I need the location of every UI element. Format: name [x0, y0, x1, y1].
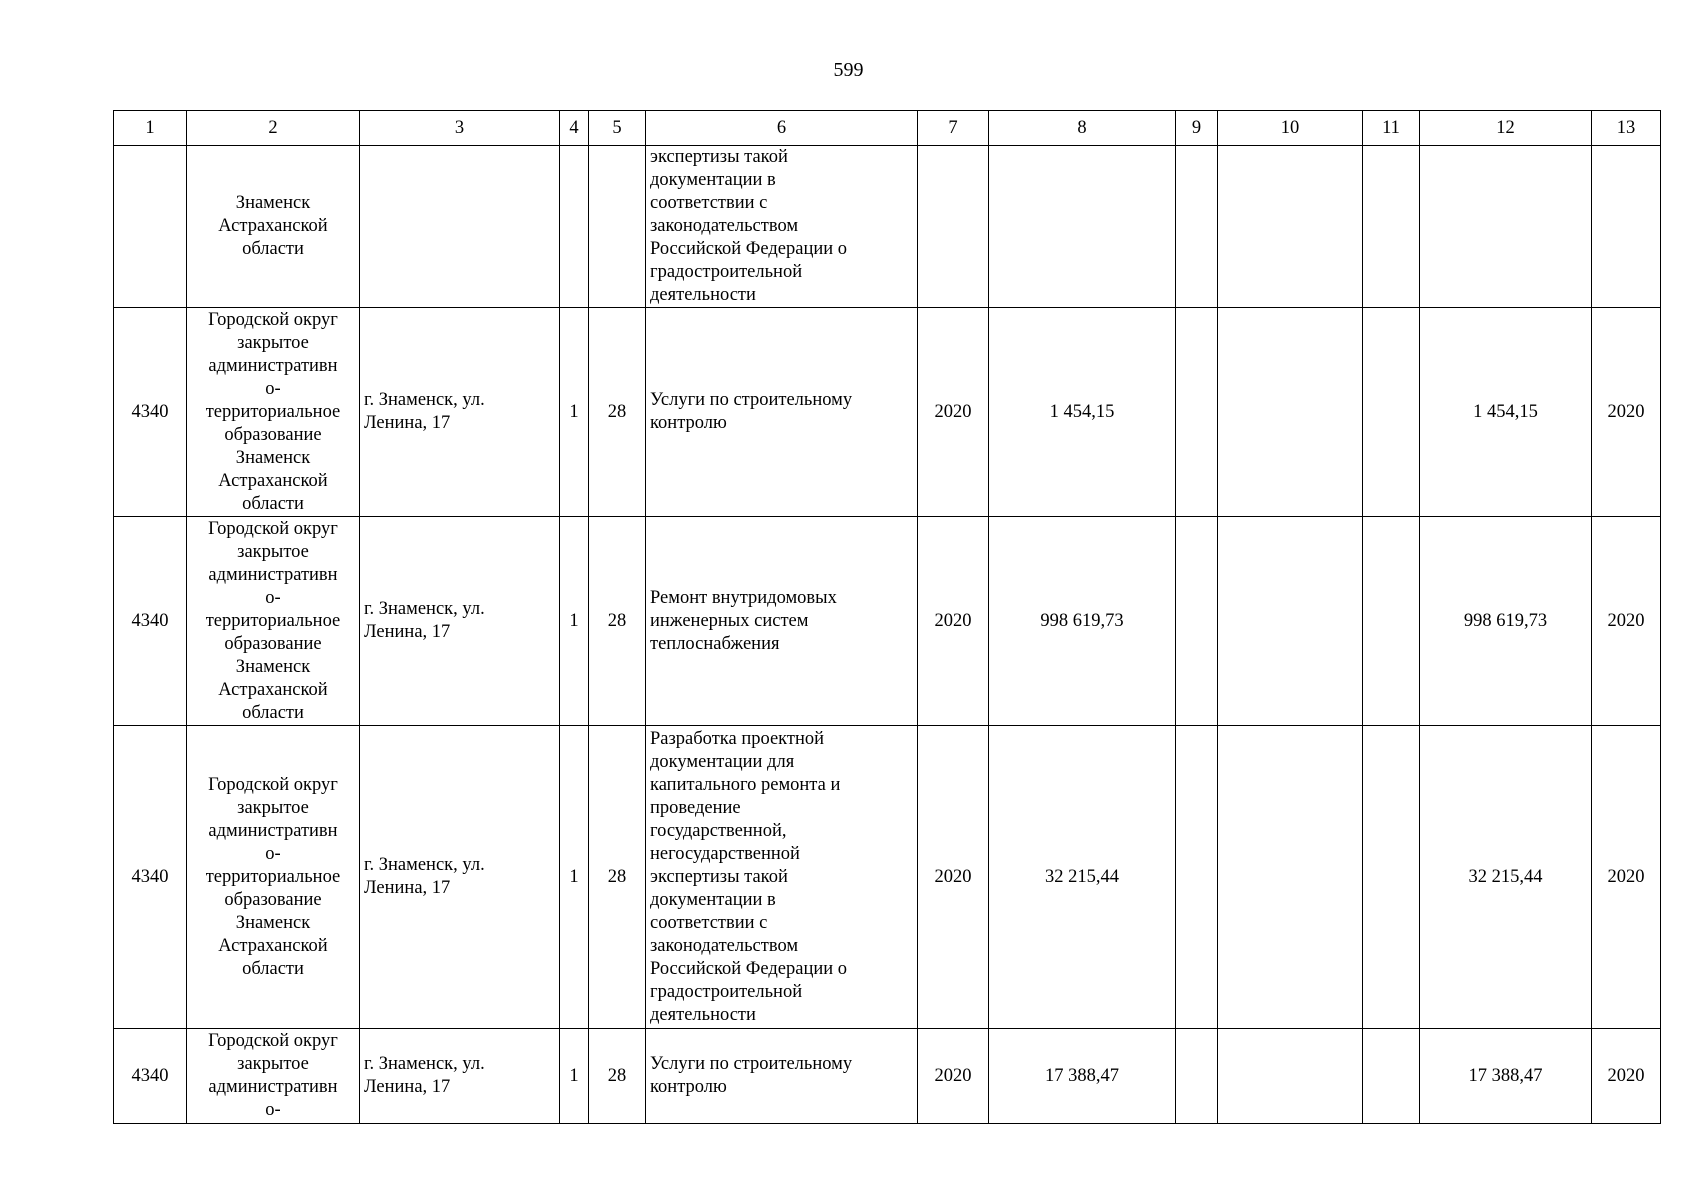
cost-cell: 17 388,47 — [989, 1029, 1176, 1124]
col12-cost-cell: 32 215,44 — [1420, 726, 1592, 1029]
col5-cell: 28 — [589, 308, 646, 517]
address-cell — [360, 146, 560, 308]
work-type-cell: Разработка проектной документации для капитального ремонта и проведение государственной, негосударственной экспертизы такой документации в соответствии с законодательством Российской Федерации о градостроительной деятельности — [646, 726, 918, 1029]
table-row — [114, 726, 1661, 1029]
col13-year-cell: 2020 — [1592, 1029, 1661, 1124]
col10-cell — [1218, 308, 1363, 517]
column-header: 5 — [589, 111, 646, 146]
col13-year-cell: 2020 — [1592, 517, 1661, 726]
year-cell: 2020 — [918, 1029, 989, 1124]
work-type-cell: Услуги по строительному контролю — [646, 308, 918, 517]
cost-cell: 32 215,44 — [989, 726, 1176, 1029]
col4-cell: 1 — [560, 517, 589, 726]
col11-cell — [1363, 1029, 1420, 1124]
col11-cell — [1363, 726, 1420, 1029]
year-cell: 2020 — [918, 726, 989, 1029]
col10-cell — [1218, 726, 1363, 1029]
municipality-cell: Городской округ закрытое административн о- территориальное образование Знаменск Астраханской области — [187, 726, 360, 1029]
col5-cell: 28 — [589, 726, 646, 1029]
col13-year-cell — [1592, 146, 1661, 308]
address-cell: г. Знаменск, ул. Ленина, 17 — [360, 517, 560, 726]
col12-cost-cell: 998 619,73 — [1420, 517, 1592, 726]
col5-cell — [589, 146, 646, 308]
col4-cell: 1 — [560, 308, 589, 517]
municipality-cell: Городской округ закрытое административн о- территориальное образование Знаменск Астраханской области — [187, 517, 360, 726]
column-header: 12 — [1420, 111, 1592, 146]
col12-cost-cell — [1420, 146, 1592, 308]
col11-cell — [1363, 308, 1420, 517]
column-header: 10 — [1218, 111, 1363, 146]
row-number-cell: 4340 — [114, 1029, 187, 1124]
municipality-cell: Знаменск Астраханской области — [187, 146, 360, 308]
col4-cell — [560, 146, 589, 308]
col11-cell — [1363, 517, 1420, 726]
address-cell: г. Знаменск, ул. Ленина, 17 — [360, 726, 560, 1029]
column-header: 13 — [1592, 111, 1661, 146]
col13-year-cell: 2020 — [1592, 308, 1661, 517]
column-header: 7 — [918, 111, 989, 146]
table-row — [114, 146, 1661, 308]
col13-year-cell: 2020 — [1592, 726, 1661, 1029]
col9-cell — [1176, 726, 1218, 1029]
col9-cell — [1176, 1029, 1218, 1124]
row-number-cell: 4340 — [114, 308, 187, 517]
address-cell: г. Знаменск, ул. Ленина, 17 — [360, 1029, 560, 1124]
work-type-cell: Услуги по строительному контролю — [646, 1029, 918, 1124]
col10-cell — [1218, 517, 1363, 726]
col5-cell: 28 — [589, 517, 646, 726]
row-number-cell: 4340 — [114, 726, 187, 1029]
col5-cell: 28 — [589, 1029, 646, 1124]
work-type-cell: экспертизы такой документации в соответствии с законодательством Российской Федерации о градостроительной деятельности — [646, 146, 918, 308]
table-row — [114, 308, 1661, 517]
address-cell: г. Знаменск, ул. Ленина, 17 — [360, 308, 560, 517]
year-cell: 2020 — [918, 308, 989, 517]
column-header: 6 — [646, 111, 918, 146]
col10-cell — [1218, 146, 1363, 308]
col11-cell — [1363, 146, 1420, 308]
column-header: 11 — [1363, 111, 1420, 146]
column-header: 3 — [360, 111, 560, 146]
col9-cell — [1176, 517, 1218, 726]
table-row — [114, 517, 1661, 726]
row-number-cell — [114, 146, 187, 308]
col9-cell — [1176, 146, 1218, 308]
column-header: 9 — [1176, 111, 1218, 146]
column-header: 2 — [187, 111, 360, 146]
col12-cost-cell: 17 388,47 — [1420, 1029, 1592, 1124]
col12-cost-cell: 1 454,15 — [1420, 308, 1592, 517]
table-row — [114, 1029, 1661, 1124]
municipality-cell: Городской округ закрытое административн о- территориальное образование Знаменск Астраханской области — [187, 308, 360, 517]
cost-cell: 1 454,15 — [989, 308, 1176, 517]
col10-cell — [1218, 1029, 1363, 1124]
col4-cell: 1 — [560, 1029, 589, 1124]
col4-cell: 1 — [560, 726, 589, 1029]
header-row — [114, 111, 1661, 146]
column-header: 1 — [114, 111, 187, 146]
column-header: 8 — [989, 111, 1176, 146]
page-number: 599 — [833, 59, 864, 81]
municipality-cell: Городской округ закрытое административн о- — [187, 1029, 360, 1124]
row-number-cell: 4340 — [114, 517, 187, 726]
cost-cell: 998 619,73 — [989, 517, 1176, 726]
column-header: 4 — [560, 111, 589, 146]
register-table — [113, 110, 1661, 1124]
cost-cell — [989, 146, 1176, 308]
col9-cell — [1176, 308, 1218, 517]
year-cell: 2020 — [918, 517, 989, 726]
work-type-cell: Ремонт внутридомовых инженерных систем теплоснабжения — [646, 517, 918, 726]
year-cell — [918, 146, 989, 308]
